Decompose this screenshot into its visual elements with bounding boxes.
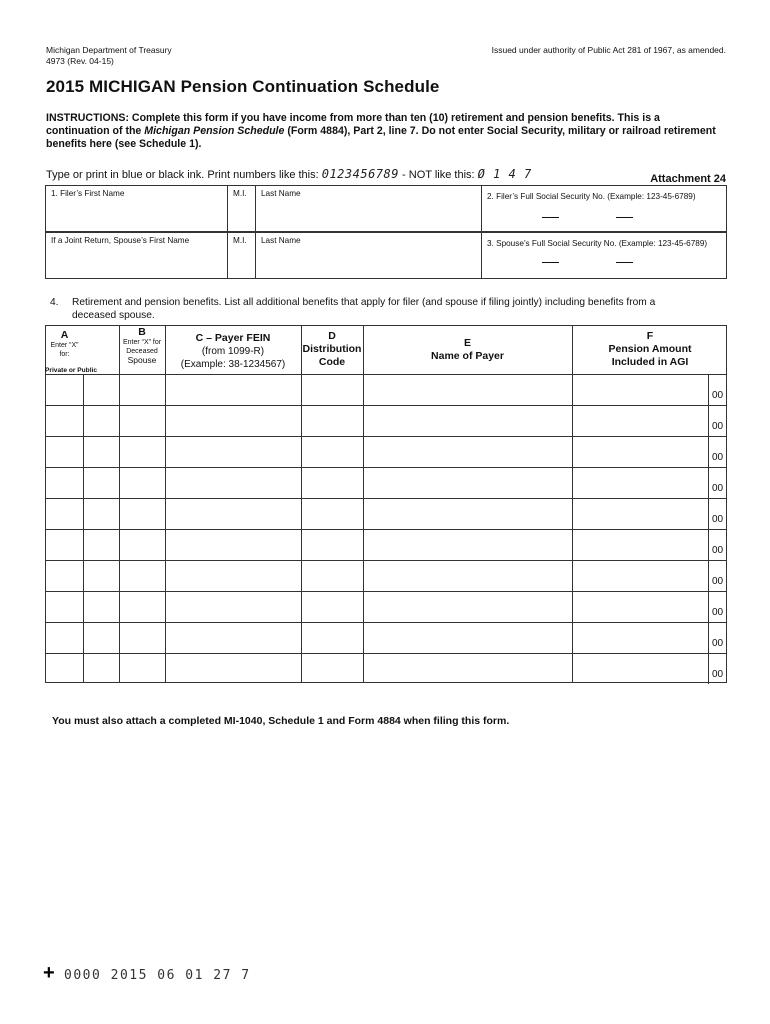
item4-line2: deceased spouse. (72, 310, 155, 321)
pension-amount-cell[interactable] (572, 437, 710, 467)
column-d-letter: D (328, 330, 336, 342)
column-b-line3: Spouse (127, 355, 157, 365)
print-mid: - NOT like this: (398, 169, 478, 181)
distribution-code-cell[interactable] (301, 499, 363, 529)
spouse-last-name-label: Last Name (261, 236, 301, 245)
deceased-spouse-cell[interactable] (119, 375, 165, 405)
distribution-code-cell[interactable] (301, 623, 363, 653)
deceased-spouse-cell[interactable] (119, 530, 165, 560)
private-public-cell[interactable] (46, 499, 83, 529)
item4-number: 4. (50, 297, 59, 308)
deceased-spouse-cell[interactable] (119, 592, 165, 622)
column-a-line1: Enter “X” for: (50, 342, 79, 358)
authority-text: Issued under authority of Public Act 281 of 1967, as amended. (491, 45, 726, 55)
cents-cell: 00 (708, 653, 726, 684)
spouse-mi-label: M.I. (233, 236, 247, 245)
distribution-code-cell[interactable] (301, 530, 363, 560)
private-public-cell[interactable] (83, 592, 119, 622)
payer-fein-cell[interactable] (165, 654, 301, 684)
payer-fein-cell[interactable] (165, 592, 301, 622)
cents-cell: 00 (708, 436, 726, 467)
pension-amount-cell[interactable] (572, 623, 710, 653)
item4-line1: Retirement and pension benefits. List all additional benefits that apply for filer (and spouse if filing jointly) including benefits from a (72, 297, 656, 308)
pension-amount-cell[interactable] (572, 592, 710, 622)
distribution-code-cell[interactable] (301, 592, 363, 622)
spouse-first-name-label: If a Joint Return, Spouse’s First Name (51, 236, 190, 245)
filer-mi-label: M.I. (233, 189, 247, 198)
cents-cell: 00 (708, 529, 726, 560)
private-public-cell[interactable] (83, 561, 119, 591)
column-f-line2: Included in AGI (611, 356, 689, 368)
column-c-line3: (Example: 38-1234567) (180, 359, 286, 370)
column-e-letter: E (463, 337, 471, 349)
private-public-cell[interactable] (83, 654, 119, 684)
column-a-header (45, 326, 98, 374)
instructions-italic: Michigan Pension Schedule (144, 125, 285, 137)
filer-first-name-label: 1. Filer’s First Name (51, 189, 125, 198)
private-public-cell[interactable] (46, 468, 83, 498)
private-public-cell[interactable] (46, 437, 83, 467)
payer-name-cell[interactable] (363, 437, 572, 467)
ssn-separator (542, 217, 559, 218)
column-d-line1: Distribution (302, 343, 362, 355)
private-public-cell[interactable] (46, 530, 83, 560)
payer-name-cell[interactable] (363, 561, 572, 591)
private-public-cell[interactable] (46, 592, 83, 622)
distribution-code-cell[interactable] (301, 406, 363, 436)
payer-fein-cell[interactable] (165, 530, 301, 560)
distribution-code-cell[interactable] (301, 654, 363, 684)
column-b-letter: B (138, 326, 146, 338)
form-title: 2015 MICHIGAN Pension Continuation Schedule (46, 77, 440, 96)
cents-cell: 00 (708, 591, 726, 622)
print-text: Type or print in blue or black ink. Print numbers like this: (46, 169, 322, 181)
cents-cell: 00 (708, 467, 726, 498)
distribution-code-cell[interactable] (301, 375, 363, 405)
payer-name-cell[interactable] (363, 592, 572, 622)
deceased-spouse-cell[interactable] (119, 623, 165, 653)
payer-fein-cell[interactable] (165, 561, 301, 591)
pension-amount-cell[interactable] (572, 406, 710, 436)
pension-amount-cell[interactable] (572, 375, 710, 405)
distribution-code-cell[interactable] (301, 468, 363, 498)
payer-fein-cell[interactable] (165, 375, 301, 405)
cents-cell: 00 (708, 560, 726, 591)
private-public-cell[interactable] (83, 530, 119, 560)
column-b-line1: Enter “X” for (122, 339, 162, 346)
payer-fein-cell[interactable] (165, 623, 301, 653)
spouse-ssn-label: 3. Spouse’s Full Social Security No. (Example: 123-45-6789) (487, 239, 708, 248)
spouse-mi-field[interactable] (228, 233, 256, 278)
private-public-cell[interactable] (46, 561, 83, 591)
cents-cell: 00 (708, 374, 726, 405)
spouse-info-box (45, 232, 727, 279)
filer-ssn-field[interactable] (482, 186, 726, 231)
instructions-part1: INSTRUCTIONS: Complete this form if you have income from more than ten (10) retirement and pension benefits. This is a continuation of the (46, 112, 660, 137)
pension-amount-cell[interactable] (572, 499, 710, 529)
column-f-header (572, 326, 728, 374)
private-public-cell[interactable] (83, 406, 119, 436)
spouse-ssn-field[interactable] (482, 233, 726, 278)
private-public-cell[interactable] (46, 406, 83, 436)
private-public-cell[interactable] (46, 623, 83, 653)
distribution-code-cell[interactable] (301, 561, 363, 591)
filer-ssn-label: 2. Filer’s Full Social Security No. (Example: 123-45-6789) (487, 192, 696, 201)
cents-cell: 00 (708, 498, 726, 529)
deceased-spouse-cell[interactable] (119, 437, 165, 467)
payer-fein-cell[interactable] (165, 437, 301, 467)
column-f-line1: Pension Amount (608, 343, 692, 355)
filer-mi-field[interactable] (228, 186, 256, 231)
column-c-header (165, 326, 301, 374)
pension-amount-cell[interactable] (572, 654, 710, 684)
deceased-spouse-cell[interactable] (119, 654, 165, 684)
payer-name-cell[interactable] (363, 406, 572, 436)
print-instructions (46, 167, 532, 181)
column-d-line2: Code (318, 356, 346, 368)
attachment-number: Attachment 24 (650, 173, 726, 185)
column-b-line2: Deceased (126, 348, 158, 355)
filer-info-box (45, 185, 727, 232)
instructions-part2: (Form 4884), Part 2, line 7. Do not enter Social Security, military or railroad retirement benefits here (see Schedule 1). (46, 125, 716, 150)
private-public-cell[interactable] (46, 375, 83, 405)
instructions (46, 112, 726, 151)
bad-number-sample: Ø 1 4 7 (477, 167, 532, 181)
ssn-separator (616, 262, 633, 263)
filer-last-name-field[interactable] (256, 186, 482, 231)
item4-instructions (50, 296, 700, 322)
payer-name-cell[interactable] (363, 623, 572, 653)
pension-amount-cell[interactable] (572, 530, 710, 560)
scan-line (43, 962, 251, 985)
private-public-cell[interactable] (46, 654, 83, 684)
spouse-first-name-field[interactable] (46, 233, 228, 278)
plus-icon: + (43, 962, 55, 984)
filer-first-name-field[interactable] (46, 186, 228, 231)
payer-name-cell[interactable] (363, 499, 572, 529)
distribution-code-cell[interactable] (301, 437, 363, 467)
ssn-separator (616, 217, 633, 218)
deceased-spouse-cell[interactable] (119, 561, 165, 591)
spouse-last-name-field[interactable] (256, 233, 482, 278)
form-number: 4973 (Rev. 04-15) (46, 56, 114, 66)
column-c-line2: (from 1099-R) (201, 346, 265, 357)
private-public-cell[interactable] (83, 375, 119, 405)
column-d-header (301, 326, 363, 374)
scan-code: 0000 2015 06 01 27 7 (64, 968, 251, 983)
payer-fein-cell[interactable] (165, 499, 301, 529)
cents-cell: 00 (708, 622, 726, 653)
private-public-cell[interactable] (83, 468, 119, 498)
deceased-spouse-cell[interactable] (119, 406, 165, 436)
pension-amount-cell[interactable] (572, 561, 710, 591)
column-f-letter: F (646, 330, 654, 342)
pension-amount-cell[interactable] (572, 468, 710, 498)
column-c-line1: C – Payer FEIN (195, 332, 271, 344)
column-e-header (363, 326, 572, 374)
department-name: Michigan Department of Treasury (46, 45, 172, 55)
form-header-left (46, 45, 172, 67)
payer-name-cell[interactable] (363, 375, 572, 405)
payer-name-cell[interactable] (363, 654, 572, 684)
payer-name-cell[interactable] (363, 468, 572, 498)
good-number-sample: 0123456789 (321, 167, 399, 181)
private-public-cell[interactable] (83, 499, 119, 529)
column-a-letter: A (60, 329, 69, 341)
deceased-spouse-cell[interactable] (119, 468, 165, 498)
cents-cell: 00 (708, 405, 726, 436)
deceased-spouse-cell[interactable] (119, 499, 165, 529)
payer-fein-cell[interactable] (165, 406, 301, 436)
column-e-line1: Name of Payer (431, 350, 504, 362)
private-public-cell[interactable] (83, 437, 119, 467)
payer-name-cell[interactable] (363, 530, 572, 560)
filer-last-name-label: Last Name (261, 189, 301, 198)
private-public-cell[interactable] (83, 623, 119, 653)
column-b-header (119, 326, 165, 374)
column-a-line2: Private or Public (45, 367, 98, 374)
ssn-separator (542, 262, 559, 263)
payer-fein-cell[interactable] (165, 468, 301, 498)
pension-table (45, 325, 727, 683)
footer-note: You must also attach a completed MI-1040, Schedule 1 and Form 4884 when filing this form. (52, 715, 510, 727)
